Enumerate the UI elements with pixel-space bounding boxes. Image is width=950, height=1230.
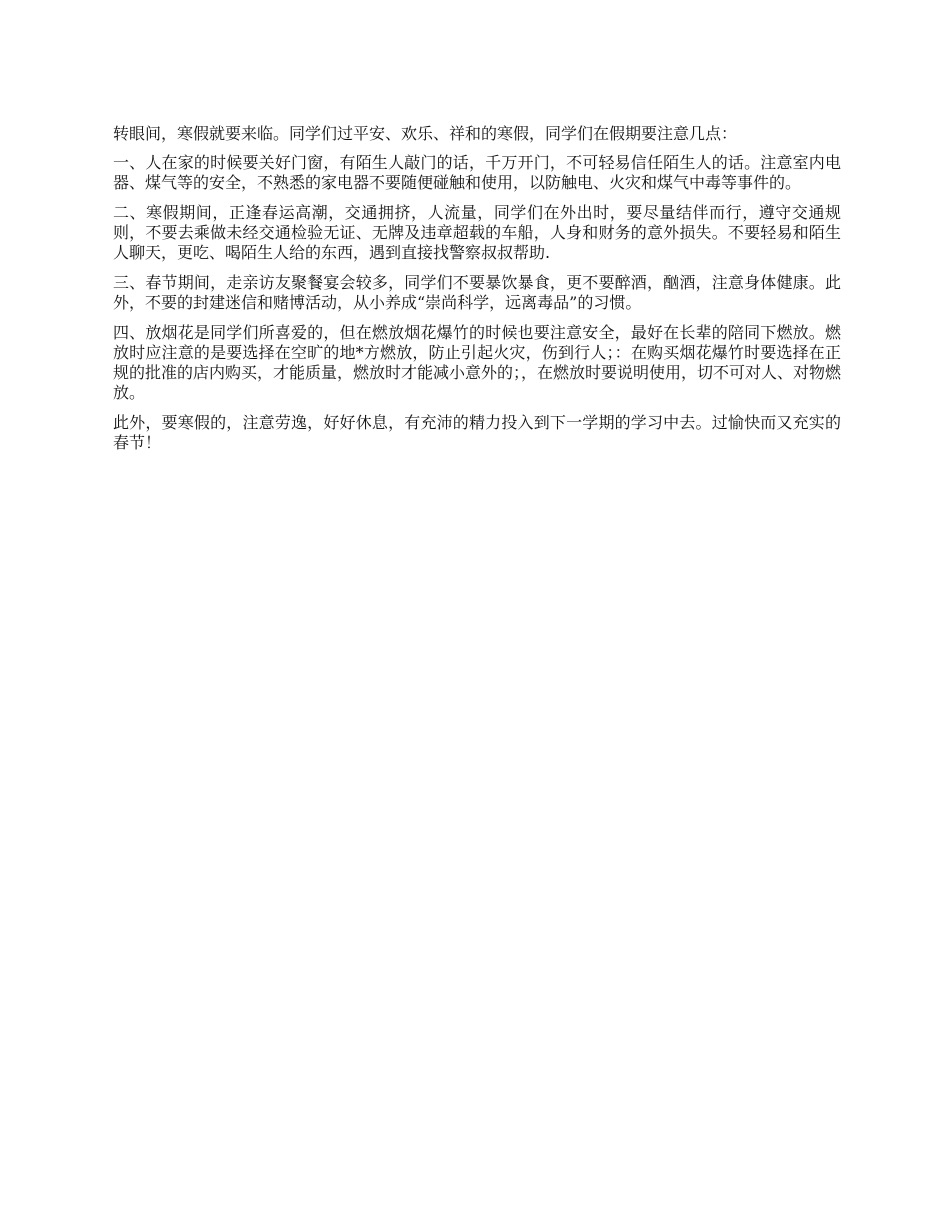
paragraph-closing: 此外，要寒假的，注意劳逸，好好休息，有充沛的精力投入到下一学期的学习中去。过愉快而又充实的春节！ [113, 413, 841, 452]
paragraph-intro: 转眼间，寒假就要来临。同学们过平安、欢乐、祥和的寒假，同学们在假期要注意几点： [113, 124, 738, 143]
document-body [113, 124, 841, 463]
paragraph-point-4: 四、放烟花是同学们所喜爱的，但在燃放烟花爆竹的时候也要注意安全，最好在长辈的陪同下燃放。燃放时应注意的是要选择在空旷的地*方燃放，防止引起火灾，伤到行人；：在购买烟花爆竹时要选择在正规的批准的店内购买，才能质量，燃放时才能减小意外的；，在燃放时要说明使用，切不可对人、对物燃放。 [113, 323, 842, 402]
paragraph-point-1: 一、人在家的时候要关好门窗，有陌生人敲门的话，千万开门，不可轻易信任陌生人的话。注意室内电器、煤气等的安全，不熟悉的家电器不要随便碰触和使用，以防触电、火灾和煤气中毒等事件的。 [113, 153, 841, 192]
paragraph-point-3: 三、春节期间，走亲访友聚餐宴会较多，同学们不要暴饮暴食，更不要醉酒，酗酒，注意身体健康。此外，不要的封建迷信和赌博活动，从小养成“崇尚科学，远离毒品”的习惯。 [113, 273, 841, 312]
paragraph-point-2: 二、寒假期间，正逢春运高潮，交通拥挤，人流量，同学们在外出时，要尽量结伴而行，遵守交通规则，不要去乘做未经交通检验无证、无牌及违章超载的车船，人身和财务的意外损失。不要轻易和陌生人聊天，更吃、喝陌生人给的东西，遇到直接找警察叔叔帮助. [113, 203, 841, 262]
